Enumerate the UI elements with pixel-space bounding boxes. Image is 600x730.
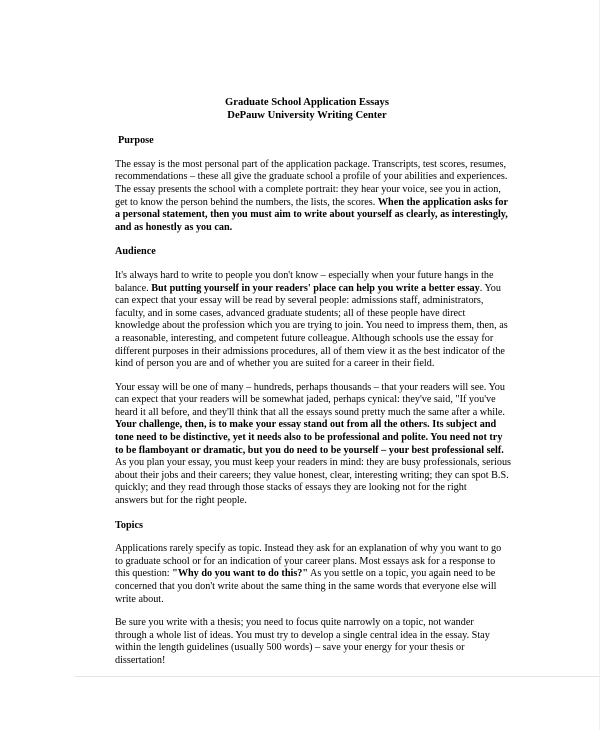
text-line: answers but for the right people. <box>115 495 247 507</box>
title-line-1: Graduate School Application Essays <box>225 97 389 108</box>
text-run: this question: <box>115 568 173 580</box>
text-line: recommendations – these all give the graduate school a profile of your abilities and experiences. <box>115 171 508 183</box>
bold-text-line: tone need to be distinctive, yet it needs also to be professional and polite. You need not try <box>115 432 503 444</box>
text-line <box>115 282 501 296</box>
bold-text-line: Your challenge, then, is to make your essay stand out from all the others. Its subject and <box>115 419 497 431</box>
text-line: within the length guidelines (usually 500 words) – save your energy for your thesis or <box>115 642 465 654</box>
section-heading-purpose: Purpose <box>118 135 154 147</box>
title-line-2: DePauw University Writing Center <box>227 109 387 121</box>
text-line: The essay presents the school with a complete portrait: they hear your voice, see you in action, <box>115 183 501 195</box>
text-run: . You <box>479 282 501 294</box>
text-line: through a whole list of ideas. You must try to develop a single central idea in the essay. Stay <box>115 629 490 641</box>
text-line: Be sure you write with a thesis; you need to focus quite narrowly on a topic, not wander <box>115 617 474 629</box>
text-line: can expect that your readers will be somewhat jaded, perhaps cynical: they've said, "If you've <box>115 394 496 406</box>
text-line: write about. <box>115 593 164 605</box>
text-line: to graduate school or for an indication of your career plans. Most essays ask for a response to <box>115 555 496 567</box>
text-run: As you settle on a topic, you again need to be <box>308 568 496 580</box>
document-body <box>115 97 512 668</box>
text-line: can expect that your essay will be read by several people: admissions staff, administrators, <box>115 295 484 307</box>
bold-text-run: "Why do you want to do this?" <box>172 568 309 580</box>
text-line: The essay is the most personal part of the application package. Transcripts, test scores, resumes, <box>115 158 506 170</box>
text-line: a reasonable, interesting, and competent future colleague. Although schools use the essay for <box>115 332 494 344</box>
text-line: It's always hard to write to people you don't know – especially when your future hangs in the <box>115 269 494 281</box>
bold-text-run: When the application asks for <box>377 196 509 208</box>
text-line: kind of person you are and of whether you are suited for a career in their field. <box>115 358 435 370</box>
document-title <box>119 97 495 122</box>
text-run: balance. <box>115 282 152 294</box>
audience-paragraph-1 <box>115 269 508 371</box>
text-line: As you plan your essay, you must keep your readers in mind: they are busy professionals, serious <box>115 457 512 469</box>
bold-text-line: a personal statement, then you must aim to write about yourself as clearly, as interestingly, <box>115 209 508 221</box>
topics-paragraph-1 <box>115 543 502 606</box>
topics-paragraph-2 <box>115 617 495 667</box>
text-line <box>115 196 509 210</box>
text-line: heard it all before, and they'll think that all the essays sound pretty much the same after a while. <box>115 406 505 418</box>
page-bottom-edge <box>75 676 600 677</box>
bold-text-line: to be flamboyant or dramatic, but you do need to be yourself – your best professional self. <box>115 444 504 456</box>
section-heading-audience: Audience <box>115 246 156 258</box>
text-line: concerned that you don't write about the same thing in the same words that everyone else will <box>115 581 497 592</box>
text-line: knowledge about the profession which you are trying to join. You need to impress them, then, as <box>115 320 508 332</box>
text-line: Your essay will be one of many – hundreds, perhaps thousands – that your readers will see. You <box>115 381 505 393</box>
audience-paragraph-2 <box>115 381 512 508</box>
text-line: Applications rarely specify as topic. Instead they ask for an explanation of why you want to go <box>115 543 502 555</box>
text-run: get to know the person behind the numbers, the lists, the scores. <box>115 196 378 208</box>
purpose-paragraph <box>115 158 509 235</box>
text-line: faculty, and in some cases, advanced graduate students; all of these people have direct <box>115 307 466 319</box>
text-line: different purposes in their admissions procedures, all of them view it as the best indicator of the <box>115 345 505 357</box>
text-line: dissertation! <box>115 654 166 666</box>
text-line: quickly; and they read through those stacks of essays they are looking not for the right <box>115 482 467 494</box>
section-heading-topics: Topics <box>115 519 143 531</box>
bold-text-run: But putting yourself in your readers' place can help you write a better essay <box>151 282 480 294</box>
bold-text-line: and as honestly as you can. <box>115 221 233 233</box>
text-line <box>115 568 495 581</box>
text-line: about their jobs and their careers; they value honest, clear, interesting writing; they can spot B.S. <box>115 469 509 481</box>
